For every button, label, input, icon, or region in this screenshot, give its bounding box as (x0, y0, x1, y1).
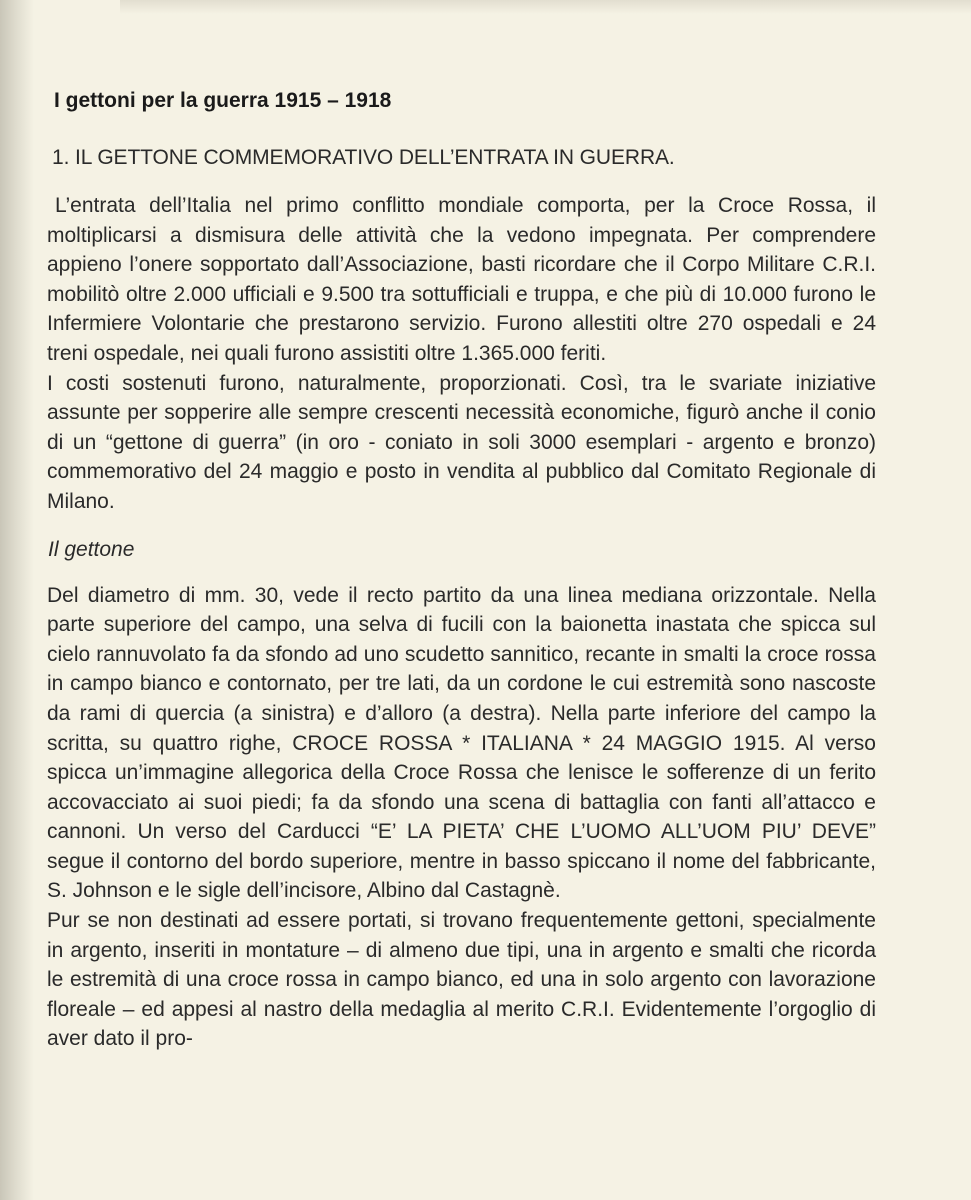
paragraph-body-2: Pur se non destinati ad essere portati, si trovano frequentemente gettoni, specialmente in argento, inseriti in montature – di almeno due tipi, una in argento e smalti che ricorda le estremità di una croce rossa in campo bianco, ed una in solo argento con lavorazione floreale – ed appesi al nastro della medaglia al merito C.R.I. Evidentemente l’orgoglio di aver dato il pro- (47, 909, 876, 1051)
section-heading: 1. IL GETTONE COMMEMORATIVO DELL’ENTRATA IN GUERRA. (52, 146, 675, 169)
document-title: I gettoni per la guerra 1915 – 1918 (54, 89, 392, 112)
paragraph-intro-1: L’entrata dell’Italia nel primo conflitto mondiale comporta, per la Croce Rossa, il moltiplicarsi a dismisura delle attività che la vedono impegnata. Per comprendere appieno l’onere sopportato dall’Associazione, basti ricordare che il Corpo Militare C.R.I. mobilitò oltre 2.000 ufficiali e 9.500 tra sottufficiali e truppa, e che più di 10.000 furono le Infermiere Volontarie che prestarono servizio. Furono allestiti oltre 270 ospedali e 24 treni ospedale, nei quali furono assistiti oltre 1.365.000 feriti. (47, 194, 876, 365)
paragraph-body-1: Del diametro di mm. 30, vede il recto partito da una linea mediana orizzontale. Nella parte superiore del campo, una selva di fucili con la baionetta inastata che spicca sul cielo rannuvolato fa da sfondo ad uno scudetto sannitico, recante in smalti la croce rossa in campo bianco e contornato, per tre lati, da un cordone le cui estremità sono nascoste da rami di quercia (a sinistra) e d’alloro (a destra). Nella parte inferiore del campo la scritta, su quattro righe, CROCE ROSSA * ITALIANA * 24 MAGGIO 1915. Al verso spicca un’immagine allegorica della Croce Rossa che lenisce le sofferenze di un ferito accovacciato ai suoi piedi; fa da sfondo una scena di battaglia con fanti all’attacco e cannoni. Un verso del Carducci “E’ LA PIETA’ CHE L’UOMO ALL’UOM PIU’ DEVE” segue il contorno del bordo superiore, mentre in basso spiccano il nome del fabbricante, S. Johnson e le sigle dell’incisore, Albino dal Castagnè. (47, 583, 876, 903)
document-body (47, 86, 876, 1054)
page-gutter-shadow (0, 0, 34, 1200)
subheading-il-gettone: Il gettone (48, 537, 135, 561)
page-top-bleed (120, 0, 971, 14)
paragraph-intro-2: I costi sostenuti furono, naturalmente, proporzionati. Così, tra le svariate iniziative assunte per sopperire alle sempre crescenti necessità economiche, figurò anche il conio di un “gettone di guerra” (in oro - coniato in soli 3000 esemplari - argento e bronzo) commemorativo del 24 maggio e posto in vendita al pubblico dal Comitato Regionale di Milano. (47, 371, 876, 513)
